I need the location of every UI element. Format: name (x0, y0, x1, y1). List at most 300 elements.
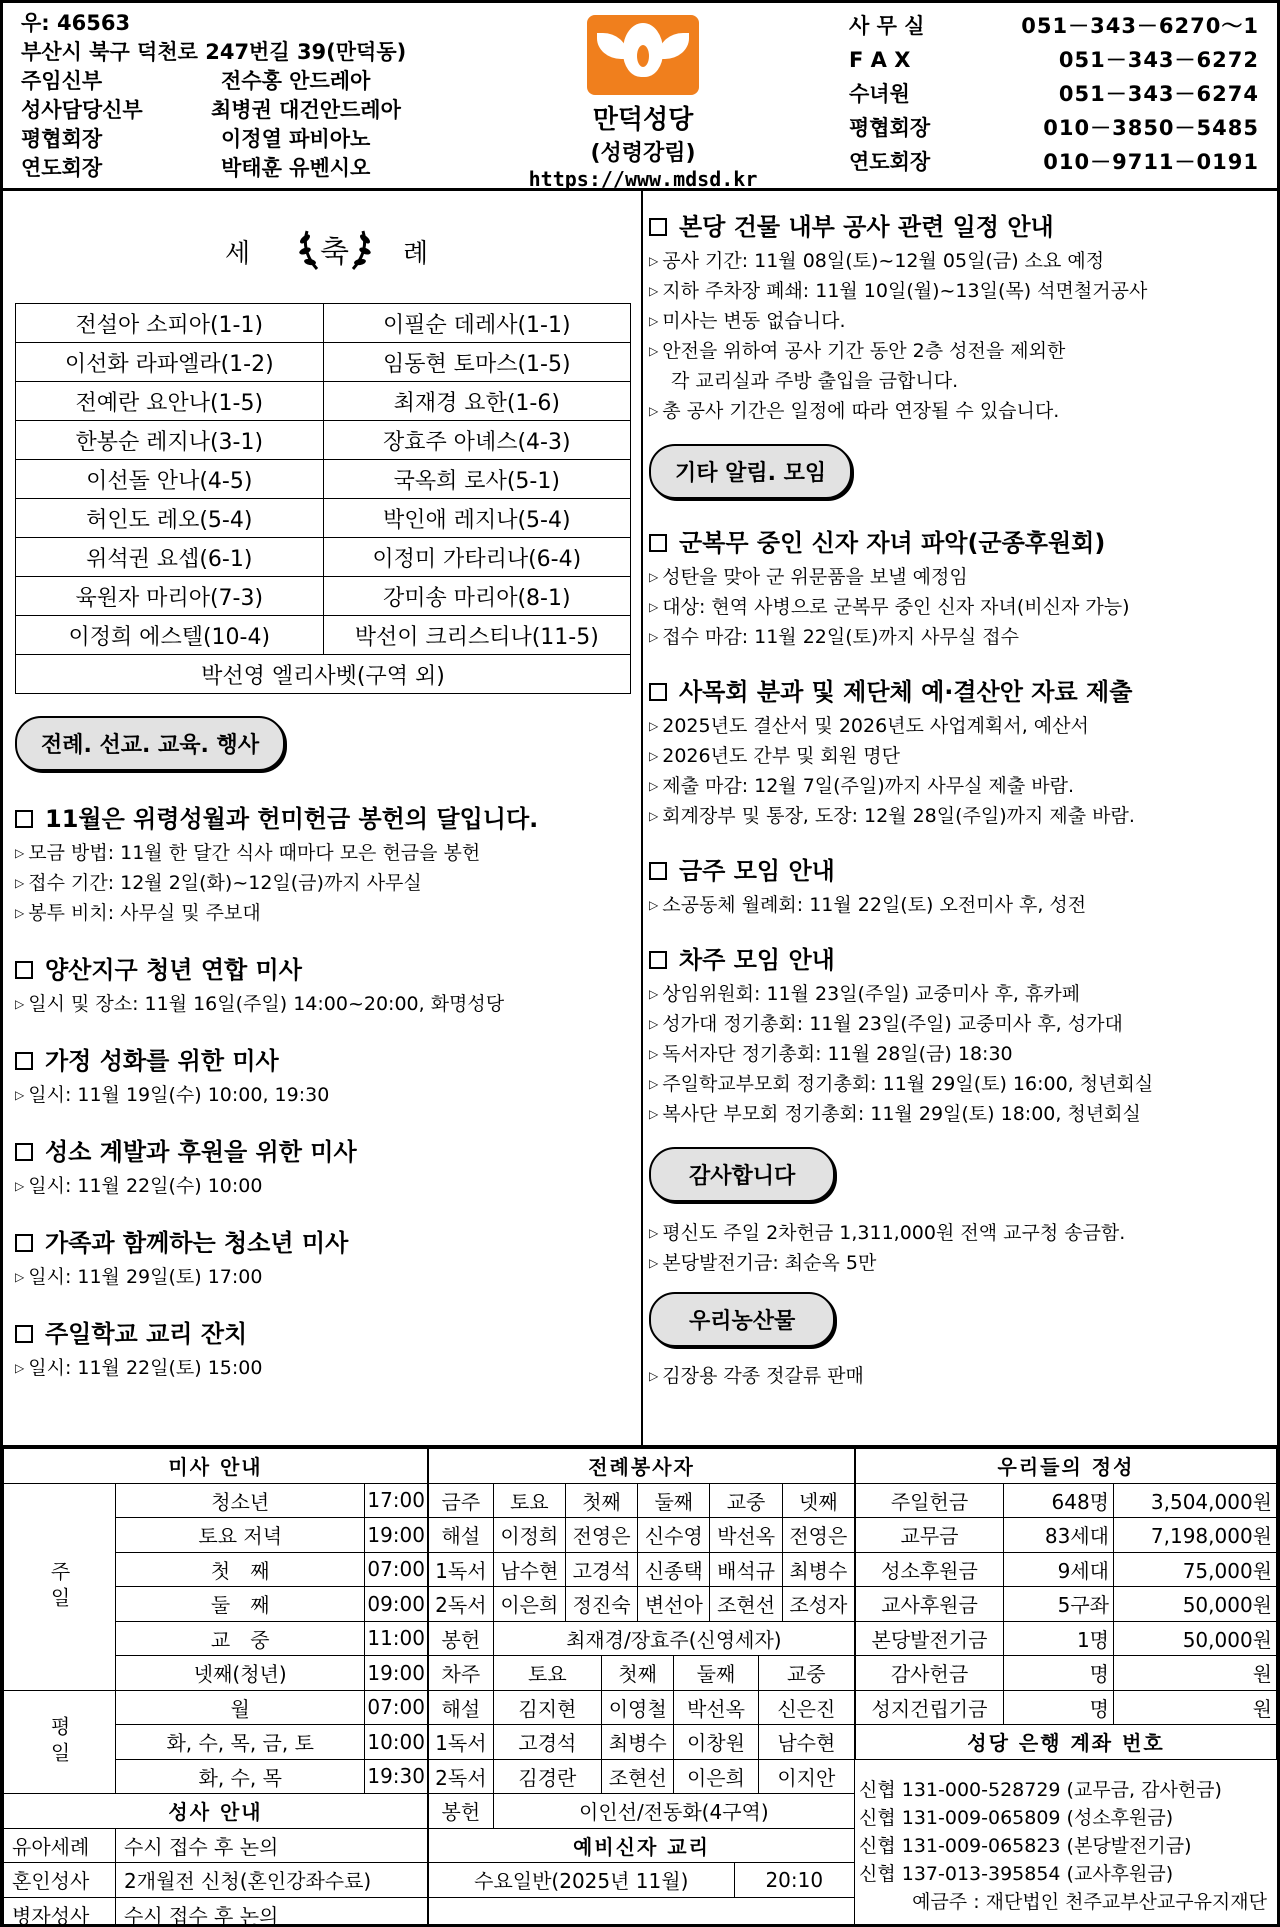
servers-header: 교중 (710, 1483, 782, 1518)
offering-count: 83세대 (1004, 1518, 1114, 1553)
contact-convent: 수녀원 051－343－6274 (849, 82, 1259, 106)
server-cell: 전영은 (565, 1518, 637, 1553)
name-cell: 이정미 가타리나(6-4) (323, 538, 631, 577)
server-cell: 박선옥 (674, 1690, 758, 1725)
triangle-bullet-icon: ▷ (649, 1107, 659, 1121)
church-url[interactable]: https://www.mdsd.kr (528, 167, 758, 191)
mass-name: 월 (116, 1690, 365, 1725)
pastor: 주임신부 전수홍 안드레아 (21, 69, 371, 93)
servers-header: 토요 (493, 1656, 601, 1691)
server-cell: 1독서 (429, 1552, 494, 1587)
triangle-bullet-icon: ▷ (15, 1179, 25, 1193)
table-row (429, 1690, 855, 1725)
triangle-bullet-icon: ▷ (649, 1226, 659, 1240)
table-row (429, 1759, 855, 1794)
notice-item: ▷ 제출 마감: 12월 7일(주일)까지 사무실 제출 바람. (649, 775, 1075, 797)
name-cell: 박선영 엘리사벳(구역 외) (16, 655, 631, 694)
accounts-title: 성당 은행 계좌 번호 (856, 1725, 1277, 1760)
offering-amount: 7,198,000원 (1114, 1518, 1277, 1553)
offering-amount: 50,000원 (1114, 1587, 1277, 1622)
servers-header: 넷째 (782, 1483, 854, 1518)
table-row (856, 1690, 1277, 1725)
notice-items (15, 1353, 635, 1383)
table-row (4, 1449, 428, 1484)
mass-name: 화, 수, 목 (116, 1759, 365, 1794)
right-notices (649, 523, 1269, 1129)
name-cell: 장효주 아녜스(4-3) (323, 421, 631, 460)
liturgy-servers-table (428, 1448, 855, 1927)
name-cell: 박선이 크리스티나(11-5) (323, 616, 631, 655)
header (3, 3, 1277, 191)
offering-count: 명 (1004, 1690, 1114, 1725)
congrats-title-right: 례 (403, 239, 429, 269)
empty-cell (429, 1897, 855, 1927)
server-cell: 최병수 (602, 1725, 674, 1760)
offering-name: 성소후원금 (856, 1552, 1004, 1587)
contact-list (849, 9, 1269, 179)
notice-item: ▷ 미사는 변동 없습니다. (649, 310, 846, 332)
notice-item: ▷ 일시 및 장소: 11월 16일(주일) 14:00~20:00, 화명성당 (15, 993, 505, 1015)
server-cell: 해설 (429, 1690, 494, 1725)
server-cell: 남수현 (758, 1725, 854, 1760)
header-info (21, 9, 521, 183)
bank-accounts (855, 1776, 1277, 1916)
table-row (16, 577, 631, 616)
server-cell: 김경란 (493, 1759, 601, 1794)
offering-count: 648명 (1004, 1483, 1114, 1518)
mass-time: 07:00 (365, 1690, 428, 1725)
server-cell: 배석규 (710, 1552, 782, 1587)
server-cell: 고경석 (493, 1725, 601, 1760)
account-line: 신협 131-000-528729 (교무금, 감사헌금) (859, 1779, 1222, 1801)
table-row (429, 1449, 855, 1484)
notice-item: ▷ 상임위원회: 11월 23일(주일) 교중미사 후, 휴카페 (649, 983, 1081, 1005)
table-row (16, 616, 631, 655)
server-cell: 이은희 (674, 1759, 758, 1794)
triangle-bullet-icon: ▷ (15, 1270, 25, 1284)
checkbox-icon (649, 951, 667, 969)
table-row (856, 1656, 1277, 1691)
table-row (429, 1828, 855, 1863)
table-row (856, 1552, 1277, 1587)
construction-notice-items (649, 246, 1269, 426)
name-cell: 이선화 라파엘라(1-2) (16, 343, 324, 382)
mass-name: 첫 째 (116, 1552, 365, 1587)
table-row (856, 1587, 1277, 1622)
triangle-bullet-icon: ▷ (15, 846, 25, 860)
offerings-title: 우리들의 정성 (856, 1449, 1277, 1484)
mass-time: 07:00 (365, 1552, 428, 1587)
sacrament-info: 수시 접수 후 논의 (116, 1897, 428, 1927)
table-row (16, 304, 631, 343)
notice-item: ▷ 안전을 위하여 공사 기간 동안 2층 성전을 제외한 (649, 340, 1066, 362)
checkbox-icon (649, 683, 667, 701)
notice-title: 성소 계발과 후원을 위한 미사 (15, 1132, 635, 1167)
offering-amount: 원 (1114, 1656, 1277, 1691)
catechumen-title: 예비신자 교리 (429, 1828, 855, 1863)
table-row (16, 421, 631, 460)
server-cell: 2독서 (429, 1759, 494, 1794)
name-cell: 위석권 요셉(6-1) (16, 538, 324, 577)
notice-items (15, 989, 635, 1019)
servers-header: 첫째 (565, 1483, 637, 1518)
notice-item: ▷ 소공동체 월례회: 11월 22일(토) 오전미사 후, 성전 (649, 894, 1087, 916)
triangle-bullet-icon: ▷ (649, 600, 659, 614)
name-cell: 한봉순 레지나(3-1) (16, 421, 324, 460)
contact-office: 사 무 실 051－343－6270～1 (849, 14, 1259, 38)
notice-item: ▷ 평신도 주일 2차헌금 1,311,000원 전액 교구청 송금함. (649, 1222, 1126, 1244)
table-row (16, 460, 631, 499)
notice-item: 각 교리실과 주방 출입을 금합니다. (671, 370, 959, 392)
notice-item: ▷ 성탄을 맞아 군 위문품을 보낼 예정임 (649, 566, 968, 588)
account-holder: 예금주 : 재단법인 천주교부산교구유지재단 (912, 1891, 1267, 1913)
servers-header: 첫째 (602, 1656, 674, 1691)
name-cell: 강미송 마리아(8-1) (323, 577, 631, 616)
server-cell: 이영철 (602, 1690, 674, 1725)
mass-time: 19:00 (365, 1656, 428, 1691)
server-cell: 이정희 (493, 1518, 565, 1553)
offering-names: 최재경/장효주(신영세자) (493, 1621, 854, 1656)
offering-count: 1명 (1004, 1621, 1114, 1656)
servers-header: 둘째 (638, 1483, 710, 1518)
weekday-label: 평일 (4, 1690, 116, 1794)
table-row (16, 382, 631, 421)
notice-title: 가족과 함께하는 청소년 미사 (15, 1223, 635, 1258)
contact-fax: F A X 051－343－6272 (849, 48, 1259, 72)
server-cell: 신수영 (638, 1518, 710, 1553)
checkbox-icon (15, 1143, 33, 1161)
server-cell: 2독서 (429, 1587, 494, 1622)
mass-name: 청소년 (116, 1483, 365, 1518)
table-row (16, 343, 631, 382)
notice-items (15, 1171, 635, 1201)
table-row (429, 1621, 855, 1656)
table-row (4, 1794, 428, 1829)
mass-time: 19:30 (365, 1759, 428, 1794)
table-row (16, 655, 631, 694)
checkbox-icon (15, 1052, 33, 1070)
server-cell: 전영은 (782, 1518, 854, 1553)
server-cell: 해설 (429, 1518, 494, 1553)
triangle-bullet-icon: ▷ (649, 254, 659, 268)
notice-item: ▷ 일시: 11월 22일(토) 15:00 (15, 1357, 263, 1379)
offering-count: 9세대 (1004, 1552, 1114, 1587)
notice-items (649, 890, 1269, 920)
council-president: 평협회장 이정열 파비아노 (21, 127, 371, 151)
notice-item: ▷ 성가대 정기총회: 11월 23일(주일) 교중미사 후, 성가대 (649, 1013, 1123, 1035)
server-cell: 조현선 (602, 1759, 674, 1794)
mass-time: 19:00 (365, 1518, 428, 1553)
triangle-bullet-icon: ▷ (15, 906, 25, 920)
name-cell: 국옥희 로사(5-1) (323, 460, 631, 499)
sacrament-name: 혼인성사 (4, 1863, 116, 1898)
server-cell: 1독서 (429, 1725, 494, 1760)
left-column (15, 203, 635, 1383)
table-row (4, 1483, 428, 1518)
table-row (4, 1690, 428, 1725)
notice-item: ▷ 공사 기간: 11월 08일(토)~12월 05일(금) 소요 예정 (649, 250, 1105, 272)
name-cell: 전예란 요안나(1-5) (16, 382, 324, 421)
triangle-bullet-icon: ▷ (649, 898, 659, 912)
notice-items (15, 1080, 635, 1110)
mass-name: 넷째(청년) (116, 1656, 365, 1691)
notice-item: ▷ 총 공사 기간은 일정에 따라 연장될 수 있습니다. (649, 400, 1060, 422)
offering-label: 봉헌 (429, 1621, 494, 1656)
table-row (429, 1518, 855, 1553)
table-row (429, 1656, 855, 1691)
catechumen-class: 수요일반(2025년 11월) (429, 1863, 735, 1898)
sacrament-name: 유아세례 (4, 1828, 116, 1863)
sacrament-title: 성사 안내 (4, 1794, 428, 1829)
server-cell: 고경석 (565, 1552, 637, 1587)
offering-amount: 3,504,000원 (1114, 1483, 1277, 1518)
server-cell: 김지현 (493, 1690, 601, 1725)
server-cell: 조성자 (782, 1587, 854, 1622)
name-cell: 이정희 에스텔(10-4) (16, 616, 324, 655)
triangle-bullet-icon: ▷ (649, 1047, 659, 1061)
notice-title: 사목회 분과 및 제단체 예·결산안 자료 제출 (649, 672, 1269, 707)
right-column (649, 203, 1269, 1391)
notice-item: ▷ 김장용 각종 젓갈류 판매 (649, 1365, 864, 1387)
offering-name: 본당발전기금 (856, 1621, 1004, 1656)
left-notices (15, 799, 635, 1383)
checkbox-icon (649, 534, 667, 552)
triangle-bullet-icon: ▷ (649, 1017, 659, 1031)
triangle-bullet-icon: ▷ (649, 719, 659, 733)
checkbox-icon (649, 862, 667, 880)
checkbox-icon (15, 961, 33, 979)
bottom-tables (3, 1445, 1277, 1927)
table-row (4, 1863, 428, 1898)
sacrament-info: 수시 접수 후 논의 (116, 1828, 428, 1863)
notice-item: ▷ 일시: 11월 29일(토) 17:00 (15, 1266, 263, 1288)
sunday-label: 주일 (4, 1483, 116, 1690)
triangle-bullet-icon: ▷ (649, 570, 659, 584)
mass-time: 11:00 (365, 1621, 428, 1656)
offering-names: 이인선/전동화(4구역) (493, 1794, 854, 1829)
offerings-table (855, 1448, 1277, 1760)
congrats-title (15, 225, 635, 275)
table-row (856, 1725, 1277, 1760)
server-cell: 신종택 (638, 1552, 710, 1587)
table-row (16, 499, 631, 538)
congrats-title-mid: 축 (320, 235, 349, 270)
contact-yeondo: 연도회장 010－9711－0191 (849, 150, 1259, 174)
notice-items (649, 711, 1269, 831)
congrats-title-left: 세 (225, 239, 251, 269)
notice-title: 가정 성화를 위한 미사 (15, 1041, 635, 1076)
servers-header: 교중 (758, 1656, 854, 1691)
table-row (429, 1587, 855, 1622)
mass-name: 화, 수, 목, 금, 토 (116, 1725, 365, 1760)
notice-item: ▷ 일시: 11월 22일(수) 10:00 (15, 1175, 263, 1197)
account-line: 신협 131-009-065823 (본당발전기금) (859, 1835, 1192, 1857)
triangle-bullet-icon: ▷ (649, 1369, 659, 1383)
table-row (856, 1483, 1277, 1518)
notice-title: 주일학교 교리 잔치 (15, 1314, 635, 1349)
triangle-bullet-icon: ▷ (649, 1256, 659, 1270)
liturgy-section-pill: 전례. 선교. 교육. 행사 (15, 716, 285, 771)
baptism-names-table (15, 303, 631, 694)
table-row (429, 1794, 855, 1829)
triangle-bullet-icon: ▷ (649, 749, 659, 763)
server-cell: 이지안 (758, 1759, 854, 1794)
notice-item: ▷ 복사단 부모회 정기총회: 11월 29일(토) 18:00, 청년회실 (649, 1103, 1141, 1125)
notice-items (15, 838, 635, 928)
offering-name: 성지건립기금 (856, 1690, 1004, 1725)
mass-name: 토요 저녁 (116, 1518, 365, 1553)
notice-item: ▷ 독서자단 정기총회: 11월 28일(금) 18:30 (649, 1043, 1013, 1065)
servers-header: 토요 (493, 1483, 565, 1518)
contact-council: 평협회장 010－3850－5485 (849, 116, 1259, 140)
checkbox-icon (649, 218, 667, 236)
thanks-pill: 감사합니다 (649, 1147, 835, 1202)
name-cell: 육원자 마리아(7-3) (16, 577, 324, 616)
notice-title: 차주 모임 안내 (649, 940, 1269, 975)
postal-code: 우: 46563 (21, 11, 131, 35)
server-cell: 신은진 (758, 1690, 854, 1725)
server-cell: 조현선 (710, 1587, 782, 1622)
table-row (429, 1725, 855, 1760)
offering-name: 주일헌금 (856, 1483, 1004, 1518)
notice-title: 양산지구 청년 연합 미사 (15, 950, 635, 985)
triangle-bullet-icon: ▷ (649, 404, 659, 418)
mass-title: 미사 안내 (4, 1449, 428, 1484)
checkbox-icon (15, 1234, 33, 1252)
name-cell: 최재경 요한(1-6) (323, 382, 631, 421)
offering-count: 명 (1004, 1656, 1114, 1691)
sacrament-name: 병자성사 (4, 1897, 116, 1927)
table-row (429, 1483, 855, 1518)
table-row (4, 1828, 428, 1863)
name-cell: 허인도 레오(5-4) (16, 499, 324, 538)
notice-item: ▷ 일시: 11월 19일(수) 10:00, 19:30 (15, 1084, 330, 1106)
checkbox-icon (15, 810, 33, 828)
dove-flame-logo-icon (587, 15, 699, 95)
server-cell: 변선아 (638, 1587, 710, 1622)
offering-name: 교무금 (856, 1518, 1004, 1553)
server-cell: 정진숙 (565, 1587, 637, 1622)
server-cell: 이은희 (493, 1587, 565, 1622)
table-row (16, 538, 631, 577)
triangle-bullet-icon: ▷ (15, 997, 25, 1011)
mass-time: 17:00 (365, 1483, 428, 1518)
name-cell: 이필순 데레사(1-1) (323, 304, 631, 343)
construction-notice-title: 본당 건물 내부 공사 관련 일정 안내 (649, 207, 1269, 242)
triangle-bullet-icon: ▷ (649, 344, 659, 358)
notice-item: ▷ 봉투 비치: 사무실 및 주보대 (15, 902, 261, 924)
other-news-pill: 기타 알림. 모임 (649, 444, 852, 499)
table-row (856, 1621, 1277, 1656)
notice-item: ▷ 대상: 현역 사병으로 군복무 중인 신자 자녀(비신자 가능) (649, 596, 1130, 618)
table-row (429, 1863, 855, 1898)
offering-name: 교사후원금 (856, 1587, 1004, 1622)
notice-item: ▷ 주일학교부모회 정기총회: 11월 29일(토) 16:00, 청년회실 (649, 1073, 1154, 1095)
triangle-bullet-icon: ▷ (649, 284, 659, 298)
name-cell: 전설아 소피아(1-1) (16, 304, 324, 343)
triangle-bullet-icon: ▷ (649, 1077, 659, 1091)
notice-item: ▷ 본당발전기금: 최순옥 5만 (649, 1252, 877, 1274)
offering-label: 봉헌 (429, 1794, 494, 1829)
offering-count: 5구좌 (1004, 1587, 1114, 1622)
church-logo-block (493, 9, 793, 191)
triangle-bullet-icon: ▷ (15, 876, 25, 890)
yeondo-president: 연도회장 박태훈 유벤시오 (21, 156, 371, 180)
triangle-bullet-icon: ▷ (649, 809, 659, 823)
triangle-bullet-icon: ▷ (649, 314, 659, 328)
notice-item: ▷ 지하 주차장 폐쇄: 11월 10일(월)~13일(목) 석면철거공사 (649, 280, 1148, 302)
account-line: 신협 137-013-395854 (교사후원금) (859, 1863, 1174, 1885)
table-row (856, 1449, 1277, 1484)
notice-item: ▷ 2025년도 결산서 및 2026년도 사업계획서, 예산서 (649, 715, 1089, 737)
triangle-bullet-icon: ▷ (15, 1088, 25, 1102)
notice-item: ▷ 접수 기간: 12월 2일(화)~12일(금)까지 사무실 (15, 872, 422, 894)
notice-item: ▷ 회계장부 및 통장, 도장: 12월 28일(주일)까지 제출 바람. (649, 805, 1135, 827)
notice-items (649, 979, 1269, 1129)
servers-header: 차주 (429, 1656, 494, 1691)
server-cell: 남수현 (493, 1552, 565, 1587)
sacrament-info: 2개월전 신청(혼인강좌수료) (116, 1863, 428, 1898)
offering-amount: 50,000원 (1114, 1621, 1277, 1656)
mass-name: 교 중 (116, 1621, 365, 1656)
notice-items (15, 1262, 635, 1292)
table-row (429, 1897, 855, 1927)
confessor: 성사담당신부 최병권 대건안드레아 (21, 98, 401, 122)
church-subtitle: (성령강림) (590, 141, 696, 166)
name-cell: 박인애 레지나(5-4) (323, 499, 631, 538)
catechumen-time: 20:10 (734, 1863, 854, 1898)
servers-header: 금주 (429, 1483, 494, 1518)
notice-title: 군복무 중인 신자 자녀 파악(군종후원회) (649, 523, 1269, 558)
notice-item: ▷ 모금 방법: 11월 한 달간 식사 때마다 모은 헌금을 봉헌 (15, 842, 481, 864)
table-row (856, 1518, 1277, 1553)
mass-time: 09:00 (365, 1587, 428, 1622)
produce-pill: 우리농산물 (649, 1292, 835, 1347)
server-cell: 최병수 (782, 1552, 854, 1587)
table-row (429, 1552, 855, 1587)
mass-time: 10:00 (365, 1725, 428, 1760)
name-cell: 임동현 토마스(1-5) (323, 343, 631, 382)
account-line: 신협 131-009-065809 (성소후원금) (859, 1807, 1174, 1829)
triangle-bullet-icon: ▷ (15, 1361, 25, 1375)
produce-items (649, 1361, 1269, 1391)
mass-schedule-table (3, 1448, 428, 1927)
triangle-bullet-icon: ▷ (649, 779, 659, 793)
server-cell: 이창원 (674, 1725, 758, 1760)
address: 부산시 북구 덕천로 247번길 39(만덕동) (21, 40, 407, 64)
checkbox-icon (15, 1325, 33, 1343)
name-cell: 이선돌 안나(4-5) (16, 460, 324, 499)
notice-items (649, 562, 1269, 652)
servers-title: 전례봉사자 (429, 1449, 855, 1484)
offering-amount: 75,000원 (1114, 1552, 1277, 1587)
notice-title: 11월은 위령성월과 헌미헌금 봉헌의 달입니다. (15, 799, 635, 834)
offering-name: 감사헌금 (856, 1656, 1004, 1691)
mass-name: 둘 째 (116, 1587, 365, 1622)
thanks-items (649, 1218, 1269, 1278)
table-row (4, 1897, 428, 1927)
offering-amount: 원 (1114, 1690, 1277, 1725)
column-divider (641, 191, 643, 1445)
notice-title: 금주 모임 안내 (649, 851, 1269, 886)
triangle-bullet-icon: ▷ (649, 630, 659, 644)
server-cell: 박선옥 (710, 1518, 782, 1553)
servers-header: 둘째 (674, 1656, 758, 1691)
notice-item: ▷ 2026년도 간부 및 회원 명단 (649, 745, 900, 767)
triangle-bullet-icon: ▷ (649, 987, 659, 1001)
notice-item: ▷ 접수 마감: 11월 22일(토)까지 사무실 접수 (649, 626, 1019, 648)
church-name: 만덕성당 (592, 105, 694, 135)
